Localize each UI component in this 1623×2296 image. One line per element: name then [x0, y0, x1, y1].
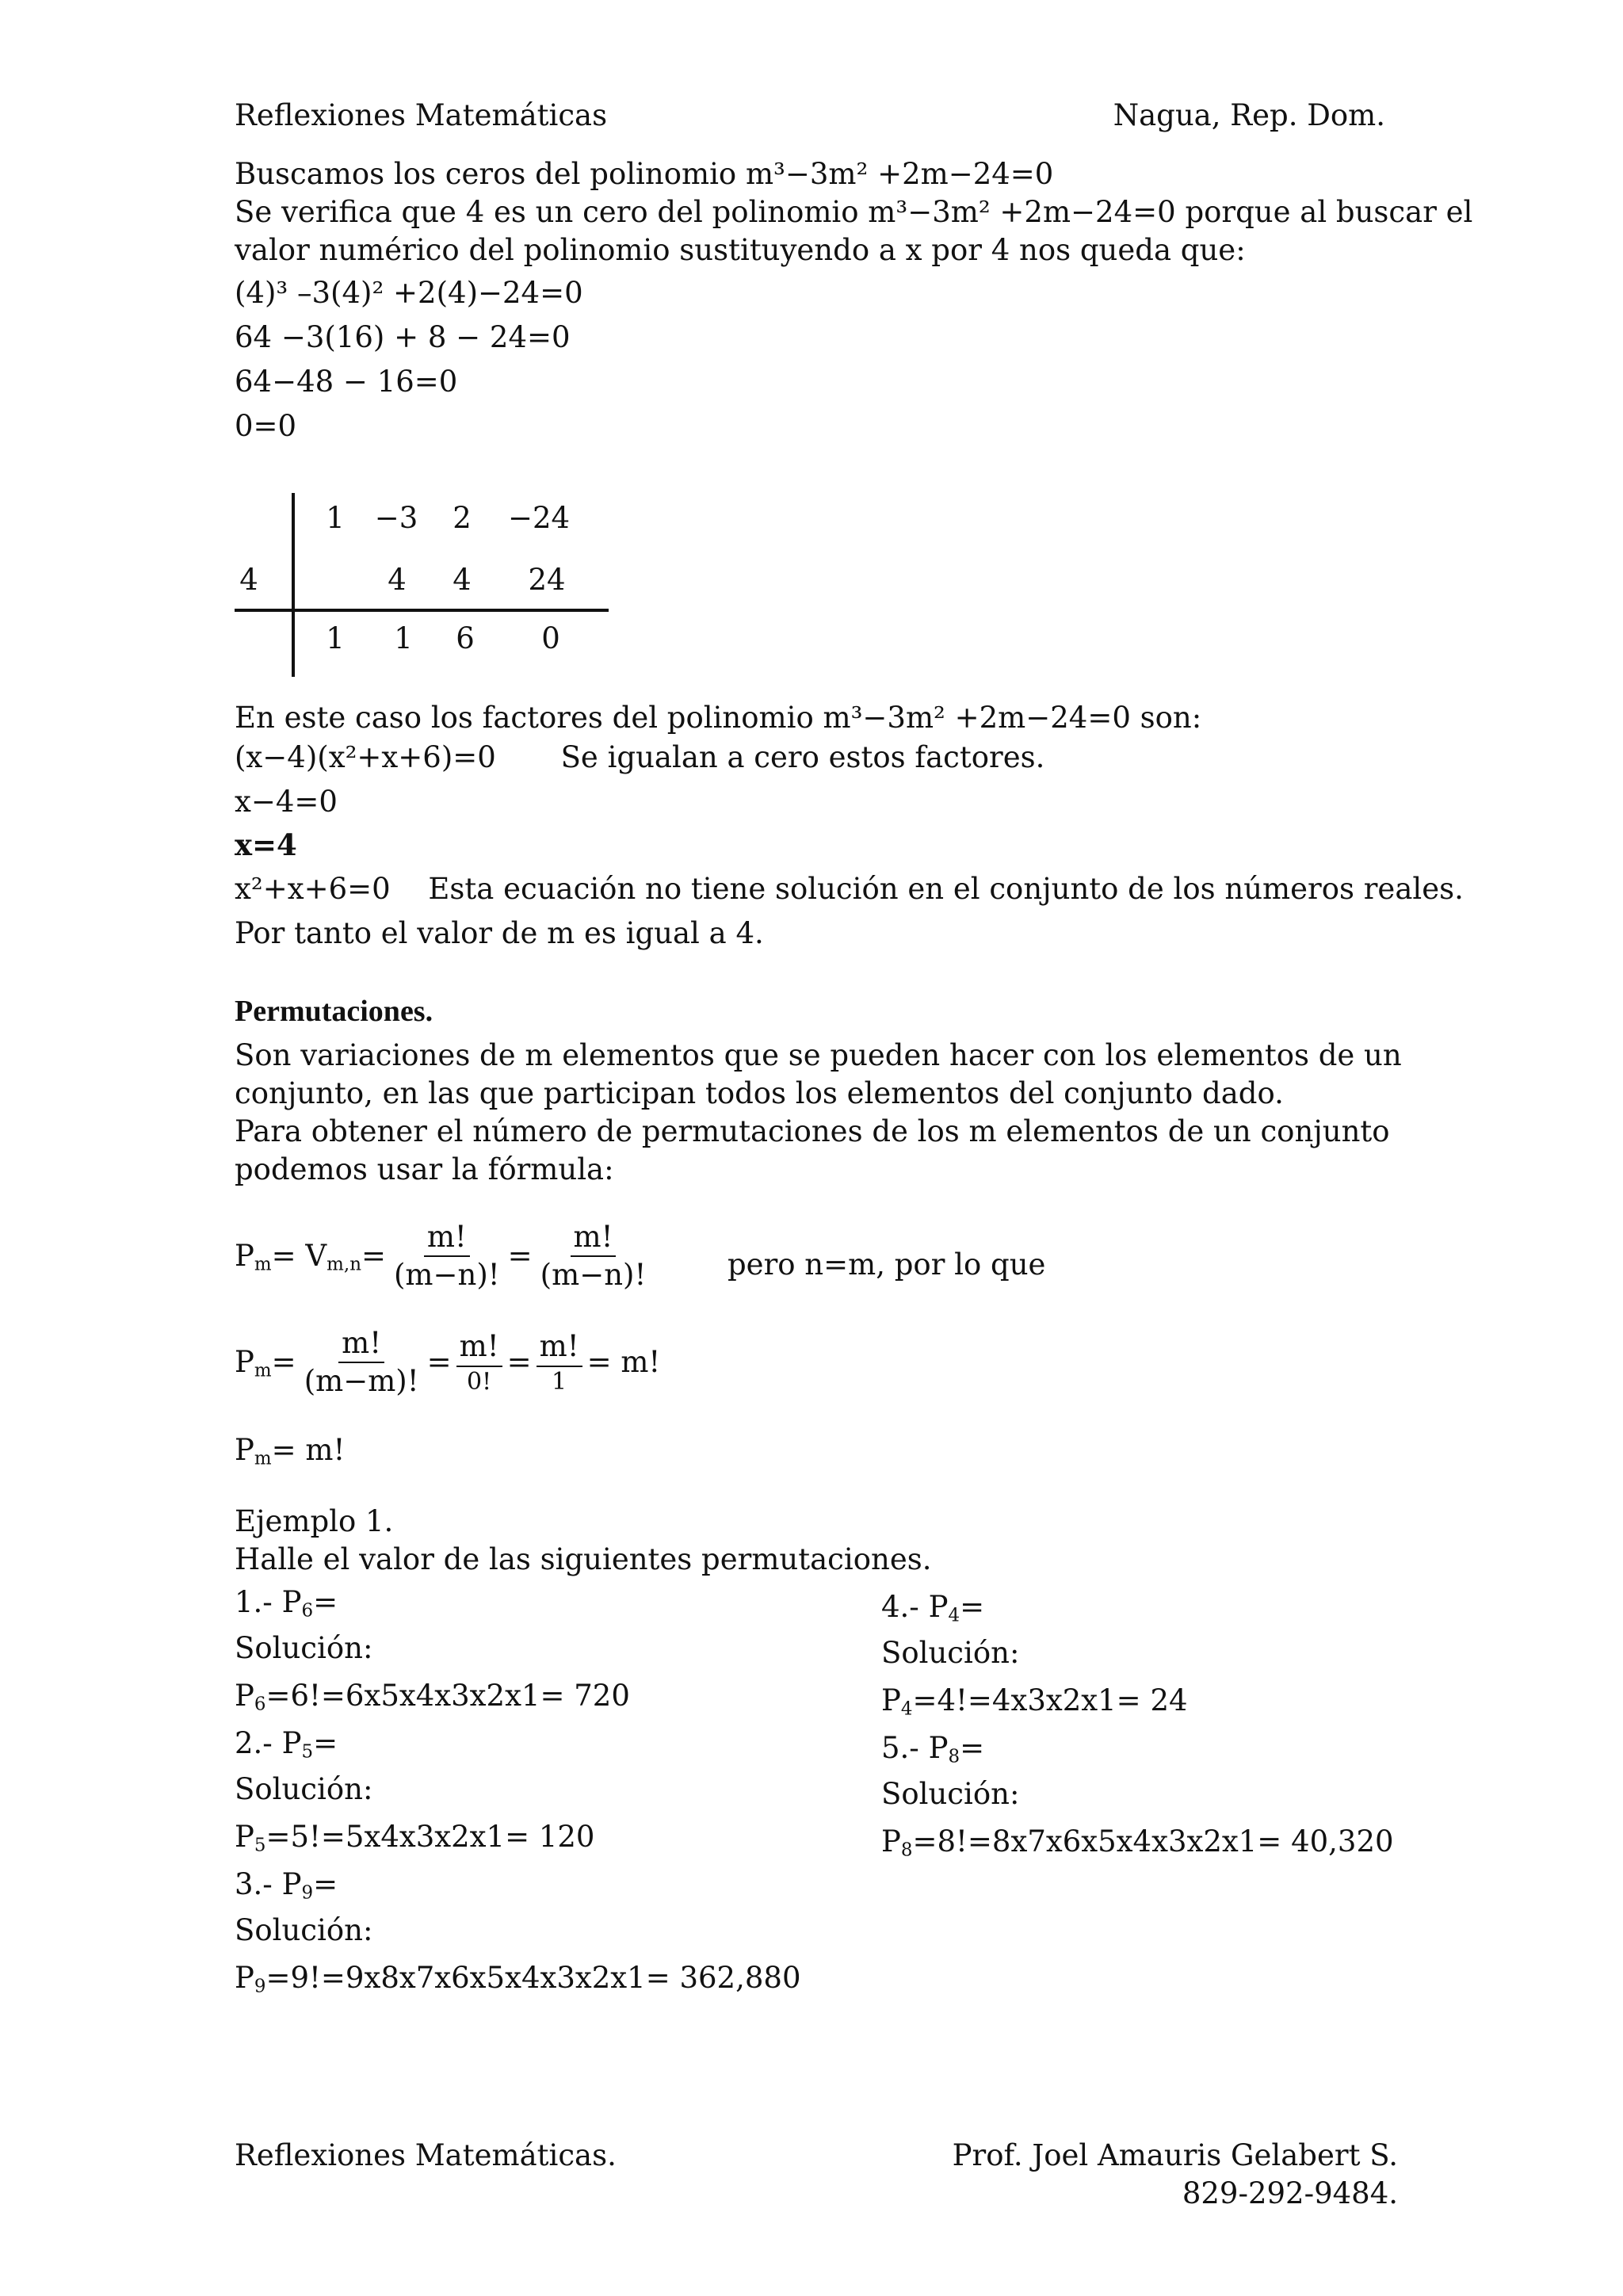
- example-item-4-solution-label: Solución:: [881, 1636, 1020, 1670]
- quadratic-note: Esta ecuación no tiene solución en el conjunto de los números reales.: [428, 872, 1464, 906]
- example-item-1-answer: $P_6=6!=6x5x4x3x2x1= 720$: [235, 1679, 630, 1715]
- ruffini-horizontal-rule: [235, 609, 609, 612]
- factors-note: Se igualan a cero estos factores.: [560, 740, 1045, 774]
- perm-para-4: podemos usar la fórmula:: [235, 1152, 614, 1186]
- footer-left: Reflexiones Matemáticas.: [235, 2138, 617, 2172]
- ruffini-r3c4: 0: [541, 621, 560, 655]
- ruffini-r3c1: 1: [326, 621, 345, 655]
- formula-3: $P_m= m$!: [235, 1433, 346, 1469]
- intro-line-7: 0=0: [235, 409, 297, 443]
- example-item-5-question: 5.- $P_8=$: [881, 1731, 985, 1767]
- factors-line-1: En este caso los factores del polinomio m³−3m² +2m−24=0 son:: [235, 701, 1202, 735]
- formula-2-frac-1: $\frac{m!}{(m-m)!}$: [304, 1326, 419, 1399]
- example-item-3-question: 3.- $P_9=$: [235, 1867, 338, 1904]
- formula-1-frac-2: $\frac{m!}{(m-n)!}$: [540, 1220, 647, 1293]
- header-left: Reflexiones Matemáticas: [235, 98, 608, 132]
- example-item-2-answer: $P_5=5!=5x4x3x2x1= 120$: [235, 1820, 595, 1856]
- perm-para-2: conjunto, en las que participan todos los elementos del conjunto dado.: [235, 1076, 1284, 1110]
- section-title-permutaciones: Permutaciones.: [235, 995, 433, 1028]
- ruffini-r3c2: 1: [394, 621, 413, 655]
- factors-line-2: [235, 740, 1044, 775]
- ruffini-r1c3: 2: [453, 501, 472, 535]
- footer-author: Prof. Joel Amauris Gelabert S.: [952, 2138, 1398, 2172]
- example-item-5-solution-label: Solución:: [881, 1777, 1020, 1811]
- example-item-2-question: 2.- $P_5=$: [235, 1726, 338, 1763]
- formula-2: $P_m=$ $\frac{m!}{(m-m)!}$ = $\frac{m!}{0!}$ = $\frac{m!}{1}$ = m!: [235, 1325, 660, 1400]
- example-item-4-answer: $P_4=4!=4x3x2x1= 24$: [881, 1683, 1188, 1720]
- ruffini-r1c4: −24: [507, 501, 571, 535]
- example-title: Ejemplo 1.: [235, 1504, 394, 1538]
- ruffini-vertical-rule: [292, 493, 295, 677]
- factors-line-5: [235, 872, 1464, 907]
- formula-1: $P_m= V_{m,n}=$ $\frac{m!}{(m-n)!}$ = $\frac{m!}{(m-n)!}$: [235, 1219, 654, 1294]
- quadratic-equation: x²+x+6=0: [235, 872, 391, 906]
- formula-1-lhs: $P_m= V_{m,n}=$: [235, 1239, 386, 1275]
- ruffini-r2c4: 24: [528, 563, 566, 597]
- ruffini-divisor: 4: [239, 563, 258, 597]
- factors-root: x=4: [235, 827, 297, 862]
- intro-line-2: Se verifica que 4 es un cero del polinomio m³−3m² +2m−24=0 porque al buscar el: [235, 195, 1473, 229]
- ruffini-r2c2: 4: [388, 563, 407, 597]
- formula-1-frac-1: $\frac{m!}{(m-n)!}$: [394, 1220, 500, 1293]
- header-right: Nagua, Rep. Dom.: [1113, 98, 1385, 132]
- factors-conclusion: Por tanto el valor de m es igual a 4.: [235, 916, 764, 950]
- intro-line-3: valor numérico del polinomio sustituyendo a x por 4 nos queda que:: [235, 233, 1246, 267]
- example-item-2-solution-label: Solución:: [235, 1772, 373, 1806]
- ruffini-r2c3: 4: [453, 563, 472, 597]
- example-item-3-solution-label: Solución:: [235, 1913, 373, 1947]
- formula-1-note: pero n=m, por lo que: [727, 1247, 1046, 1282]
- factors-line-3: x−4=0: [235, 785, 338, 819]
- perm-para-3: Para obtener el número de permutaciones de los m elementos de un conjunto: [235, 1114, 1390, 1148]
- intro-line-4: (4)³ –3(4)² +2(4)−24=0: [235, 276, 583, 310]
- footer-phone: 829-292-9484.: [1182, 2176, 1398, 2210]
- intro-line-6: 64−48 − 16=0: [235, 365, 458, 399]
- example-item-5-answer: $P_8=8!=8x7x6x5x4x3x2x1= 40,320$: [881, 1824, 1394, 1861]
- formula-2-frac-3: $\frac{m!}{1}$: [537, 1328, 582, 1396]
- formula-2-frac-2: $\frac{m!}{0!}$: [456, 1328, 502, 1396]
- example-item-1-solution-label: Solución:: [235, 1631, 373, 1665]
- factors-equation: (x−4)(x²+x+6)=0: [235, 740, 496, 774]
- ruffini-r3c3: 6: [456, 621, 475, 655]
- example-item-4-question: 4.- $P_4=$: [881, 1590, 985, 1626]
- intro-line-1: Buscamos los ceros del polinomio m³−3m² +2m−24=0: [235, 157, 1054, 191]
- ruffini-r1c1: 1: [326, 501, 345, 535]
- ruffini-r1c2: −3: [374, 501, 418, 535]
- example-item-3-answer: $P_9=9!=9x8x7x6x5x4x3x2x1= 362,880$: [235, 1961, 801, 1997]
- example-item-1-question: 1.- $P_6=$: [235, 1585, 338, 1622]
- example-instruction: Halle el valor de las siguientes permutaciones.: [235, 1542, 932, 1576]
- formula-2-result: = m!: [586, 1345, 661, 1380]
- intro-line-5: 64 −3(16) + 8 − 24=0: [235, 320, 571, 354]
- perm-para-1: Son variaciones de m elementos que se pueden hacer con los elementos de un: [235, 1038, 1402, 1072]
